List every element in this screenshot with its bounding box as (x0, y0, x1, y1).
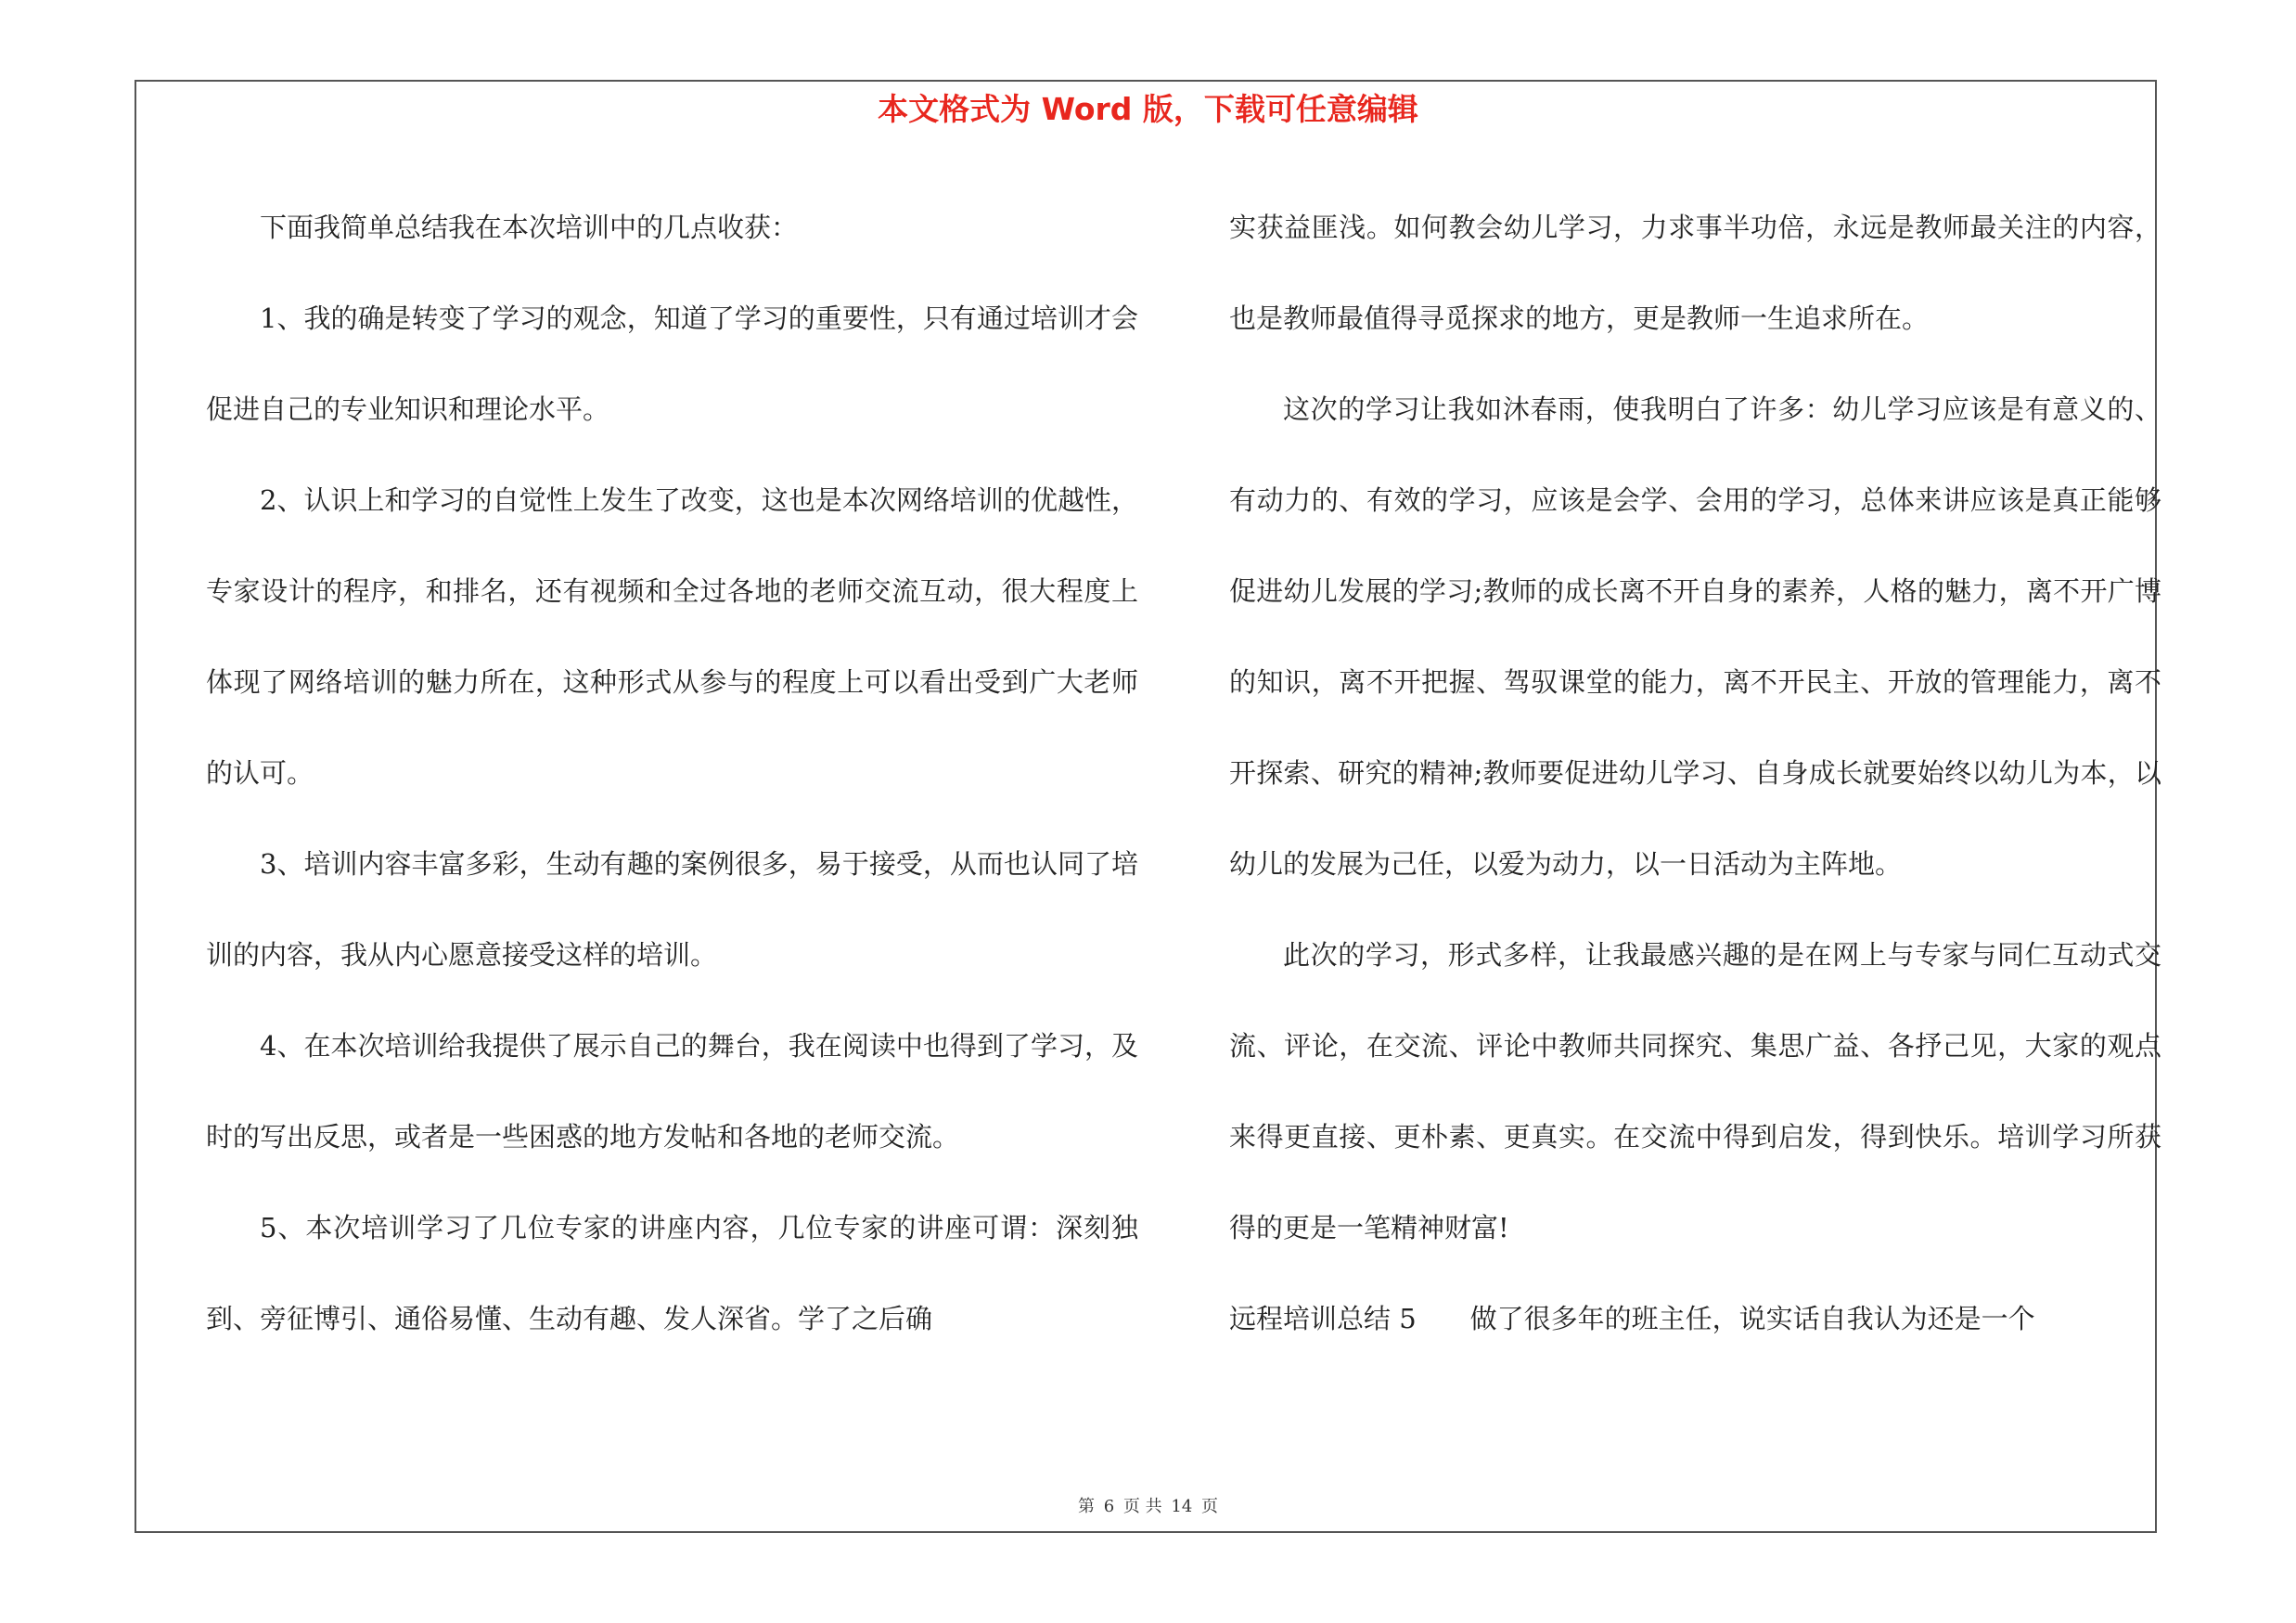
paragraph: 4、在本次培训给我提供了展示自己的舞台，我在阅读中也得到了学习，及时的写出反思，或者是一些困惑的地方发帖和各地的老师交流。 (206, 1030, 1138, 1153)
current-page-number: 6 (1103, 1497, 1115, 1516)
footer-middle: 页 共 (1122, 1497, 1162, 1516)
page-number-footer (0, 1496, 2296, 1518)
footer-suffix: 页 (1201, 1497, 1219, 1516)
right-column (1229, 182, 2161, 1364)
total-page-count: 14 (1171, 1497, 1193, 1516)
paragraph: 此次的学习，形式多样，让我最感兴趣的是在网上与专家与同仁互动式交流、评论，在交流、评论中教师共同探究、集思广益、各抒己见，大家的观点来得更直接、更朴素、更真实。在交流中得到启发，得到快乐。培训学习所获得的更是一笔精神财富! (1229, 939, 2161, 1243)
document-header-notice: 本文格式为 Word 版，下载可任意编辑 (878, 91, 1418, 127)
paragraph: 1、我的确是转变了学习的观念，知道了学习的重要性，只有通过培训才会促进自己的专业知识和理论水平。 (206, 303, 1138, 425)
paragraph: 2、认识上和学习的自觉性上发生了改变，这也是本次网络培训的优越性，专家设计的程序，和排名，还有视频和全过各地的老师交流互动，很大程度上体现了网络培训的魅力所在，这种形式从参与的程度上可以看出受到广大老师的认可。 (206, 484, 1138, 789)
left-column (206, 182, 1138, 1364)
paragraph: 下面我简单总结我在本次培训中的几点收获： (260, 212, 799, 243)
paragraph: 3、培训内容丰富多彩，生动有趣的案例很多，易于接受，从而也认同了培训的内容，我从内心愿意接受这样的培训。 (206, 848, 1138, 971)
footer-prefix: 第 (1077, 1497, 1095, 1516)
paragraph-continuation: 实获益匪浅。如何教会幼儿学习，力求事半功倍，永远是教师最关注的内容，也是教师最值得寻觅探求的地方，更是教师一生追求所在。 (1229, 212, 2161, 334)
paragraph: 这次的学习让我如沐春雨，使我明白了许多：幼儿学习应该是有意义的、有动力的、有效的学习，应该是会学、会用的学习，总体来讲应该是真正能够促进幼儿发展的学习;教师的成长离不开自身的素养，人格的魅力，离不开广博的知识，离不开把握、驾驭课堂的能力，离不开民主、开放的管理能力，离不开探索、研究的精神;教师要促进幼儿学习、自身成长就要始终以幼儿为本，以幼儿的发展为己任，以爱为动力，以一日活动为主阵地。 (1229, 393, 2161, 880)
paragraph: 5、本次培训学习了几位专家的讲座内容，几位专家的讲座可谓：深刻独到、旁征博引、通俗易懂、生动有趣、发人深省。学了之后确 (206, 1212, 1138, 1334)
section-heading-line: 远程培训总结 5 做了很多年的班主任，说实话自我认为还是一个 (1229, 1303, 2035, 1334)
